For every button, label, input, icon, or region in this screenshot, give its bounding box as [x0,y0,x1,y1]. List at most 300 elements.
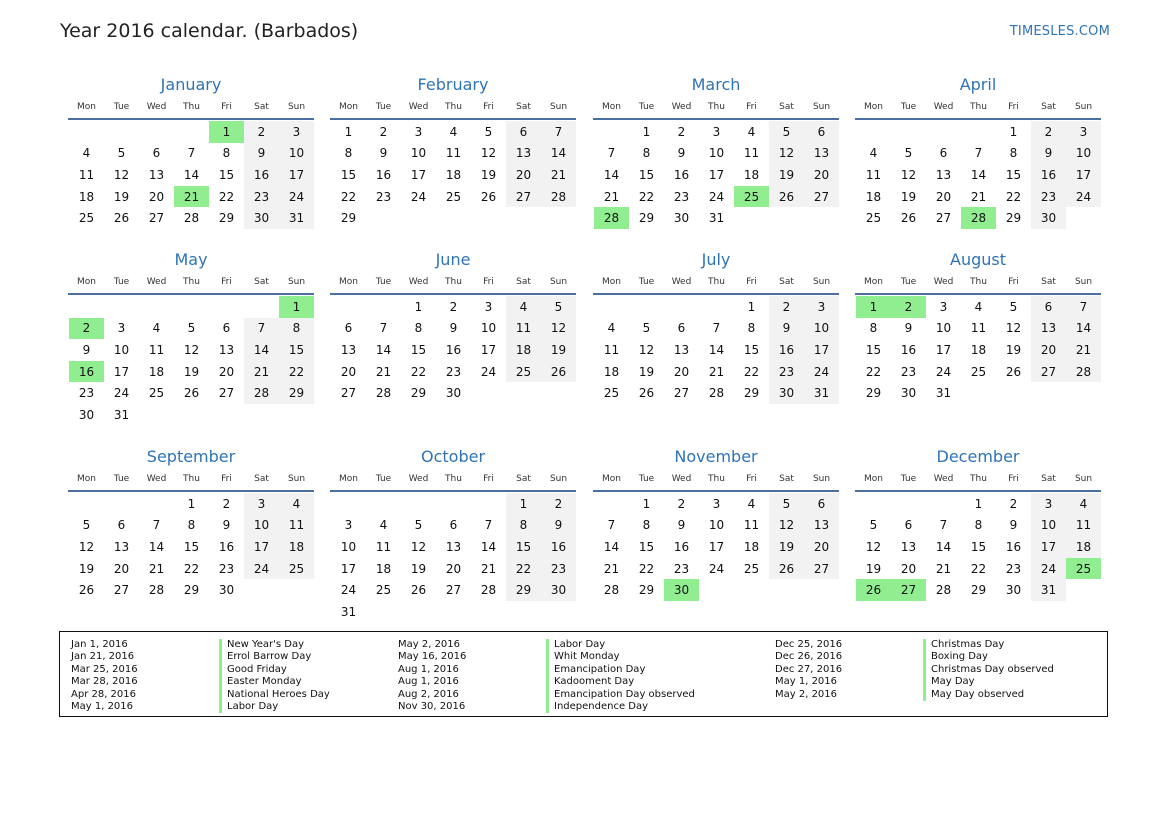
day-cell: 1 [747,299,756,314]
day-cell: 17 [410,167,427,182]
weekday-label: Wed [671,102,692,112]
day-cell: 28 [148,583,165,598]
holiday-name: Kadooment Day [546,676,634,688]
day-cell: 3 [279,121,314,143]
day-grid [68,296,314,426]
day-cell: 23 [375,189,392,204]
weekday-label: Sun [549,277,568,287]
day-cell: 6 [677,321,686,336]
holiday-name: Easter Monday [219,676,302,688]
day-cell: 19 [78,561,95,576]
holiday-cell: 16 [69,361,104,383]
weekday-label: Thu [708,474,725,484]
month-february [330,74,576,229]
weekday-label: Mon [77,102,96,112]
day-cell: 16 [1005,539,1022,554]
day-cell: 17 [113,364,130,379]
day-cell: 15 [279,339,314,361]
day-cell: 2 [677,496,686,511]
weekday-label: Sat [1041,474,1056,484]
day-cell: 20 [218,364,235,379]
day-cell: 4 [82,146,91,161]
holiday-date: May 1, 2016 [775,676,838,688]
day-cell: 18 [743,539,760,554]
day-cell: 24 [708,561,725,576]
day-cell: 10 [113,342,130,357]
day-cell: 7 [974,146,983,161]
day-cell: 10 [804,318,839,340]
day-cell: 22 [506,558,541,580]
legend-row [398,664,695,676]
day-cell: 8 [279,318,314,340]
holiday-cell: 25 [734,186,769,208]
day-cell: 4 [279,493,314,515]
weekday-header [330,96,576,120]
holiday-date: Dec 27, 2016 [775,663,843,675]
holiday-name: Emancipation Day observed [546,689,695,701]
day-cell: 21 [603,561,620,576]
empty-cell [891,121,926,143]
day-cell: 28 [935,583,952,598]
day-cell: 11 [78,167,95,182]
day-cell: 12 [1005,321,1022,336]
day-cell: 2 [1009,496,1018,511]
day-cell: 4 [152,321,161,336]
day-cell: 4 [869,146,878,161]
site-link[interactable]: TIMESLES.COM [1009,24,1110,39]
day-cell: 7 [1066,296,1101,318]
holiday-date: Dec 26, 2016 [775,651,843,663]
day-cell: 10 [708,146,725,161]
day-cell: 18 [506,339,541,361]
day-cell: 16 [375,167,392,182]
empty-cell [174,296,209,318]
day-grid [330,121,576,229]
day-cell: 6 [1031,296,1066,318]
holiday-date: Dec 25, 2016 [775,639,843,650]
day-cell: 13 [804,143,839,165]
day-cell: 27 [804,558,839,580]
weekday-label: Mon [77,277,96,287]
day-cell: 24 [410,189,427,204]
day-cell: 13 [804,515,839,537]
day-cell: 2 [769,296,804,318]
weekday-label: Mon [339,277,358,287]
holiday-cell: 1 [856,296,891,318]
day-cell: 18 [865,189,882,204]
day-cell: 12 [638,342,655,357]
day-cell: 19 [541,339,576,361]
day-cell: 17 [708,539,725,554]
day-cell: 27 [113,583,130,598]
weekday-label: Mon [864,102,883,112]
day-cell: 11 [743,518,760,533]
weekday-label: Fri [221,474,232,484]
weekday-header [593,468,839,492]
day-cell: 26 [78,583,95,598]
day-cell: 24 [804,361,839,383]
day-cell: 25 [970,364,987,379]
day-cell: 30 [1005,583,1022,598]
day-grid [68,493,314,601]
day-cell: 7 [244,318,279,340]
month-name: October [420,447,486,466]
day-cell: 20 [804,164,839,186]
weekday-label: Thu [445,102,462,112]
day-cell: 11 [603,342,620,357]
empty-cell [436,493,471,515]
legend-row [398,639,695,651]
day-cell: 5 [769,493,804,515]
day-cell: 9 [222,518,231,533]
day-cell: 4 [747,124,756,139]
holiday-date: May 1, 2016 [71,700,134,712]
day-cell: 8 [222,146,231,161]
day-cell: 5 [769,121,804,143]
day-cell: 10 [480,321,497,336]
day-cell: 15 [183,539,200,554]
weekday-header [68,96,314,120]
day-cell: 17 [935,342,952,357]
holiday-date: Mar 25, 2016 [71,663,138,675]
day-cell: 10 [340,539,357,554]
weekday-header [593,271,839,295]
day-cell: 25 [743,561,760,576]
month-name: July [701,250,731,269]
holiday-cell: 26 [856,579,891,601]
holiday-name: May Day observed [923,689,1024,701]
day-cell: 10 [410,146,427,161]
day-cell: 29 [279,382,314,404]
day-cell: 9 [449,321,458,336]
holiday-cell: 2 [69,318,104,340]
weekday-label: Sat [254,102,269,112]
day-cell: 31 [935,386,952,401]
day-cell: 29 [340,211,357,226]
day-cell: 8 [869,321,878,336]
holiday-cell: 25 [1066,558,1101,580]
weekday-label: Sat [516,277,531,287]
weekday-label: Sun [287,474,306,484]
day-cell: 20 [113,561,130,576]
day-cell: 11 [865,167,882,182]
empty-cell [331,296,366,318]
empty-cell [961,121,996,143]
day-cell: 19 [900,189,917,204]
legend-column [775,639,1054,701]
day-cell: 6 [804,493,839,515]
day-cell: 20 [445,561,462,576]
weekday-label: Thu [708,102,725,112]
day-cell: 21 [375,364,392,379]
day-cell: 26 [183,386,200,401]
weekday-label: Thu [970,474,987,484]
day-cell: 7 [379,321,388,336]
legend-row [398,701,695,713]
day-cell: 17 [244,536,279,558]
day-cell: 25 [506,361,541,383]
day-cell: 24 [708,189,725,204]
weekday-label: Tue [113,277,130,287]
day-cell: 2 [677,124,686,139]
empty-cell [209,296,244,318]
day-cell: 14 [970,167,987,182]
day-cell: 30 [244,207,279,229]
legend-row [71,676,330,688]
day-cell: 5 [1009,299,1018,314]
weekday-label: Sun [287,102,306,112]
empty-cell [471,493,506,515]
day-cell: 14 [935,539,952,554]
day-cell: 8 [506,515,541,537]
day-cell: 27 [506,186,541,208]
day-cell: 28 [603,583,620,598]
day-grid [855,493,1101,601]
legend-row [398,676,695,688]
month-name: January [160,75,222,94]
weekday-label: Mon [339,102,358,112]
day-cell: 17 [279,164,314,186]
weekday-label: Tue [638,474,655,484]
day-cell: 19 [638,364,655,379]
day-cell: 12 [541,318,576,340]
holiday-date: Jan 1, 2016 [71,639,128,650]
day-cell: 29 [970,583,987,598]
empty-cell [104,296,139,318]
day-cell: 5 [82,518,91,533]
day-cell: 25 [865,211,882,226]
day-cell: 5 [117,146,126,161]
day-cell: 14 [148,539,165,554]
legend-row [71,651,330,663]
day-cell: 14 [244,339,279,361]
day-cell: 29 [1005,211,1022,226]
day-cell: 16 [445,342,462,357]
holiday-date: Apr 28, 2016 [71,688,137,700]
day-cell: 20 [340,364,357,379]
day-grid [68,121,314,229]
empty-cell [69,121,104,143]
day-cell: 22 [183,561,200,576]
empty-cell [664,296,699,318]
day-cell: 15 [970,539,987,554]
day-cell: 31 [113,407,130,422]
day-cell: 21 [480,561,497,576]
day-cell: 12 [480,146,497,161]
day-cell: 3 [117,321,126,336]
day-cell: 10 [935,321,952,336]
weekday-label: Wed [408,277,429,287]
day-cell: 26 [410,583,427,598]
weekday-label: Fri [483,474,494,484]
holiday-cell: 1 [279,296,314,318]
day-cell: 14 [541,143,576,165]
day-cell: 27 [804,186,839,208]
day-cell: 8 [642,146,651,161]
weekday-label: Sat [779,102,794,112]
day-cell: 23 [1031,186,1066,208]
weekday-label: Tue [113,102,130,112]
day-cell: 11 [445,146,462,161]
day-cell: 11 [148,342,165,357]
day-cell: 31 [340,604,357,619]
day-cell: 11 [506,318,541,340]
day-cell: 6 [506,121,541,143]
day-cell: 7 [939,518,948,533]
day-cell: 18 [148,364,165,379]
empty-cell [69,493,104,515]
day-cell: 1 [642,124,651,139]
empty-cell [856,493,891,515]
day-cell: 16 [541,536,576,558]
day-cell: 7 [541,121,576,143]
day-cell: 23 [244,186,279,208]
day-grid [593,121,839,229]
day-cell: 11 [375,539,392,554]
month-name: June [435,250,471,269]
day-cell: 10 [708,518,725,533]
day-cell: 1 [344,124,353,139]
day-cell: 3 [712,124,721,139]
weekday-label: Thu [445,277,462,287]
empty-cell [104,121,139,143]
holiday-cell: 27 [891,579,926,601]
day-cell: 19 [769,536,804,558]
day-cell: 29 [218,211,235,226]
weekday-label: Wed [408,474,429,484]
holiday-name: Labor Day [219,701,278,713]
month-name: November [674,447,758,466]
day-cell: 16 [1031,164,1066,186]
day-cell: 26 [769,558,804,580]
weekday-label: Thu [183,474,200,484]
weekday-label: Fri [221,102,232,112]
day-cell: 9 [82,342,91,357]
holiday-name: Good Friday [219,664,287,676]
day-cell: 1 [1009,124,1018,139]
month-april [855,74,1101,229]
weekday-label: Sun [812,474,831,484]
day-cell: 17 [708,167,725,182]
legend-row [775,689,1054,701]
day-cell: 21 [541,164,576,186]
day-cell: 15 [865,342,882,357]
day-cell: 21 [148,561,165,576]
day-cell: 22 [743,364,760,379]
weekday-label: Fri [1008,474,1019,484]
day-cell: 13 [673,342,690,357]
weekday-label: Tue [638,102,655,112]
month-name: March [691,75,741,94]
day-cell: 24 [935,364,952,379]
weekday-header [855,271,1101,295]
day-cell: 14 [183,167,200,182]
day-cell: 26 [113,211,130,226]
day-cell: 29 [638,583,655,598]
day-cell: 24 [244,558,279,580]
legend-column [71,639,330,713]
weekday-label: Sun [812,102,831,112]
day-cell: 2 [541,493,576,515]
day-cell: 12 [769,515,804,537]
day-cell: 24 [279,186,314,208]
weekday-label: Mon [602,277,621,287]
holiday-name: Emancipation Day [546,664,645,676]
weekday-label: Sat [779,474,794,484]
day-cell: 3 [1066,121,1101,143]
weekday-label: Wed [408,102,429,112]
legend-row [398,651,695,663]
day-cell: 18 [375,561,392,576]
day-cell: 12 [410,539,427,554]
day-cell: 8 [747,321,756,336]
day-cell: 23 [900,364,917,379]
holiday-legend [59,631,1108,717]
day-cell: 26 [541,361,576,383]
day-cell: 21 [708,364,725,379]
day-cell: 27 [673,386,690,401]
weekday-label: Fri [1008,102,1019,112]
day-cell: 14 [708,342,725,357]
month-name: February [417,75,489,94]
day-cell: 30 [1031,207,1066,229]
weekday-header [330,468,576,492]
weekday-label: Thu [970,102,987,112]
weekday-header [68,271,314,295]
weekday-label: Tue [900,277,917,287]
day-cell: 22 [1005,189,1022,204]
day-cell: 18 [743,167,760,182]
day-cell: 11 [1066,515,1101,537]
day-cell: 13 [340,342,357,357]
month-name: April [959,75,997,94]
day-cell: 20 [935,189,952,204]
day-cell: 28 [1066,361,1101,383]
weekday-label: Mon [339,474,358,484]
day-cell: 14 [603,539,620,554]
day-cell: 5 [904,146,913,161]
holiday-cell: 30 [664,579,699,601]
weekday-label: Sun [549,474,568,484]
day-cell: 4 [1066,493,1101,515]
holiday-date: May 2, 2016 [398,639,461,650]
weekday-header [68,468,314,492]
weekday-label: Wed [146,277,167,287]
day-cell: 23 [1005,561,1022,576]
day-cell: 23 [769,361,804,383]
day-cell: 21 [244,361,279,383]
day-cell: 6 [449,518,458,533]
weekday-label: Tue [375,102,392,112]
day-cell: 3 [484,299,493,314]
weekday-label: Sat [1041,102,1056,112]
page-title: Year 2016 calendar. (Barbados) [60,20,359,42]
weekday-label: Sat [516,102,531,112]
day-cell: 13 [1031,318,1066,340]
day-cell: 22 [279,361,314,383]
month-october [330,446,576,623]
weekday-label: Sat [779,277,794,287]
weekday-label: Wed [933,277,954,287]
day-cell: 7 [152,518,161,533]
day-cell: 26 [1005,364,1022,379]
holiday-cell: 2 [891,296,926,318]
day-cell: 22 [638,561,655,576]
day-cell: 22 [410,364,427,379]
day-cell: 12 [865,539,882,554]
day-cell: 15 [743,342,760,357]
empty-cell [891,493,926,515]
